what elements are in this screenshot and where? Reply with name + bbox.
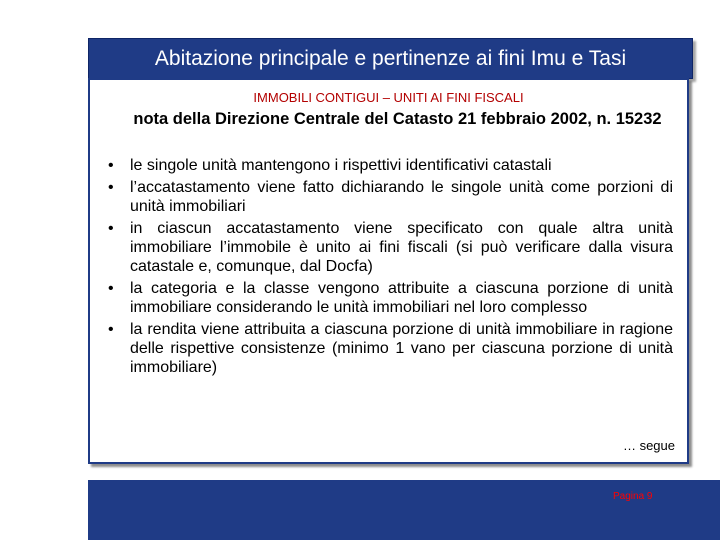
bullet-text: la rendita viene attribuita a ciascuna porzione di unità immobiliare in ragione delle rispettive consistenze (minimo 1 vano per ciascuna porzione di unità immobiliare) (130, 321, 673, 376)
bullet-list (100, 156, 673, 380)
bullet-text: l’accatastamento viene fatto dichiarando le singole unità come porzioni di unità immobiliari (130, 179, 673, 215)
bullet-item (100, 279, 673, 317)
bullet-item (100, 219, 673, 276)
continue-label: … segue (622, 438, 675, 453)
bullet-icon: • (108, 280, 114, 297)
footer-bar (88, 480, 720, 540)
bullet-text: la categoria e la classe vengono attribuite a ciascuna porzione di unità immobiliare considerando le unità immobiliari nel loro complesso (130, 280, 673, 316)
bullet-item (100, 178, 673, 216)
bullet-item (100, 320, 673, 377)
bullet-icon: • (108, 220, 114, 237)
bullet-text: le singole unità mantengono i rispettivi identificativi catastali (130, 157, 552, 174)
bullet-icon: • (108, 321, 114, 338)
reference-note: nota della Direzione Centrale del Catasto 21 febbraio 2002, n. 15232 (133, 110, 662, 128)
bullet-text: in ciascun accatastamento viene specificato con quale altra unità immobiliare l’immobile è unito ai fini fiscali (si può verificare dalla visura catastale e, comunque, dal Docfa) (130, 220, 673, 275)
content-panel (88, 78, 689, 464)
page-number: Pagina 9 (613, 491, 653, 502)
slide-title: Abitazione principale e pertinenze ai fini Imu e Tasi (88, 38, 693, 79)
section-subtitle: IMMOBILI CONTIGUI – UNITI AI FINI FISCALI (253, 90, 524, 105)
bullet-item (100, 156, 673, 175)
bullet-icon: • (108, 179, 114, 196)
bullet-icon: • (108, 157, 114, 174)
